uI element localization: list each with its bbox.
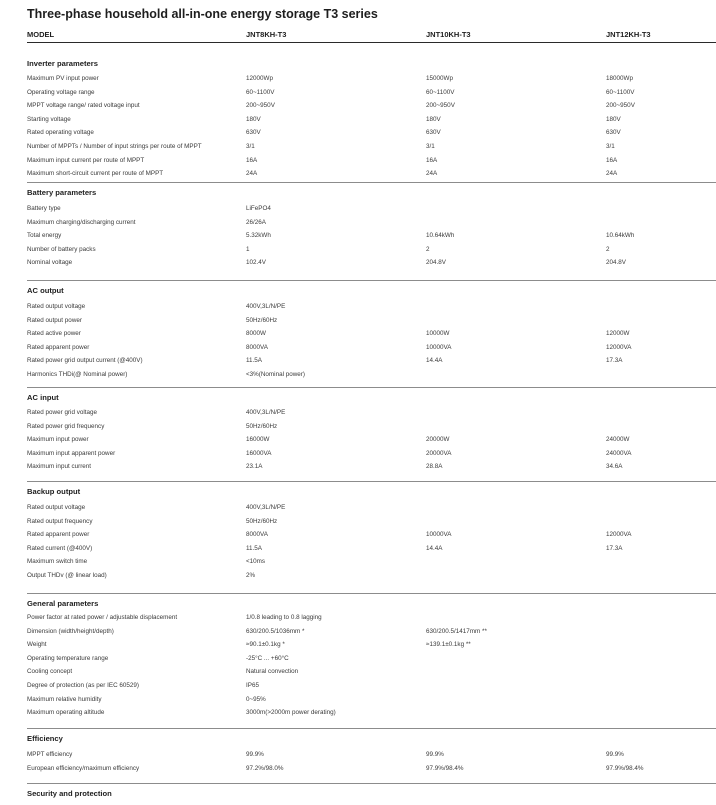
- row-value-jnt10kh-t3: 204.8V: [426, 259, 446, 267]
- row-label: Rated output frequency: [27, 517, 93, 525]
- row-value-jnt12kh-t3: 60~1100V: [606, 88, 635, 96]
- section-divider: [27, 593, 716, 594]
- row-value-jnt10kh-t3: 60~1100V: [426, 88, 455, 96]
- row-label: Maximum input power: [27, 436, 89, 444]
- row-label: Rated current (@400V): [27, 544, 93, 552]
- row-label: Output THDv (@ linear load): [27, 572, 107, 579]
- row-value-jnt8kh-t3: 11.5A: [246, 544, 262, 552]
- row-value-jnt12kh-t3: 12000VA: [606, 531, 632, 539]
- section-title-inverter-parameters: Inverter parameters: [27, 59, 98, 68]
- row-value-jnt12kh-t3: 10.64kWh: [606, 232, 635, 240]
- row-value-jnt8kh-t3: 630/200.5/1036mm *: [246, 627, 305, 635]
- row-label: MPPT voltage range/ rated voltage input: [27, 102, 140, 110]
- row-label: Weight: [27, 641, 47, 649]
- row-value-jnt8kh-t3: 24A: [246, 170, 258, 178]
- row-label: Maximum charging/discharging current: [27, 218, 136, 226]
- row-value-jnt12kh-t3: 99.9%: [606, 751, 624, 758]
- row-value-jnt8kh-t3: 50Hz/60Hz: [246, 422, 278, 430]
- row-label: Rated output voltage: [27, 303, 86, 310]
- row-value-jnt8kh-t3: 97.2%/98.0%: [246, 764, 284, 772]
- row-label: Number of battery packs: [27, 245, 96, 253]
- row-value-jnt12kh-t3: 17.3A: [606, 357, 623, 365]
- row-value-jnt12kh-t3: 24000VA: [606, 449, 632, 457]
- row-value-jnt12kh-t3: 18000Wp: [606, 75, 633, 82]
- section-title-efficiency: Efficiency: [27, 734, 63, 743]
- row-value-jnt8kh-t3: 0~95%: [246, 695, 266, 703]
- section-divider: [27, 280, 716, 281]
- model-header-jnt8kh: JNT8KH-T3: [246, 30, 287, 39]
- row-value-jnt10kh-t3: 10000W: [426, 330, 450, 338]
- row-value-jnt8kh-t3: 200~950V: [246, 102, 275, 110]
- row-value-jnt10kh-t3: 14.4A: [426, 357, 443, 365]
- row-label: Maximum input current per route of MPPT: [27, 156, 145, 164]
- section-divider: [27, 481, 716, 482]
- row-label: Power factor at rated power / adjustable displacement: [27, 614, 178, 621]
- row-value-jnt10kh-t3: 3/1: [426, 143, 435, 150]
- row-value-jnt8kh-t3: 60~1100V: [246, 88, 275, 96]
- row-label: Rated power grid frequency: [27, 422, 105, 430]
- row-label: Starting voltage: [27, 115, 71, 123]
- row-value-jnt10kh-t3: 99.9%: [426, 751, 444, 758]
- row-label: Rated active power: [27, 330, 81, 338]
- row-value-jnt8kh-t3: 50Hz/60Hz: [246, 316, 278, 324]
- row-value-jnt8kh-t3: 23.1A: [246, 463, 263, 471]
- row-value-jnt10kh-t3: 16A: [426, 156, 438, 164]
- row-value-jnt12kh-t3: 16A: [606, 156, 618, 164]
- row-value-jnt8kh-t3: 1: [246, 245, 250, 253]
- row-label: Rated apparent power: [27, 343, 90, 351]
- row-value-jnt8kh-t3: ≈90.1±0.1kg *: [246, 641, 285, 649]
- row-label: Rated apparent power: [27, 531, 90, 539]
- row-value-jnt8kh-t3: 400V,3L/N/PE: [246, 409, 286, 416]
- row-label: Cooling concept: [27, 668, 73, 676]
- row-value-jnt8kh-t3: 400V,3L/N/PE: [246, 504, 286, 511]
- row-value-jnt10kh-t3: 200~950V: [426, 102, 455, 110]
- row-value-jnt10kh-t3: 28.8A: [426, 463, 443, 471]
- section-title-ac-input: AC input: [27, 393, 59, 402]
- section-title-ac-output: AC output: [27, 286, 64, 295]
- row-label: Rated output power: [27, 316, 82, 324]
- row-value-jnt8kh-t3: 50Hz/60Hz: [246, 517, 278, 525]
- row-value-jnt8kh-t3: 2%: [246, 572, 256, 579]
- row-label: Maximum operating altitude: [27, 709, 105, 717]
- row-value-jnt8kh-t3: <3%(Nominal power): [246, 371, 305, 378]
- row-label: Degree of protection (as per IEC 60529): [27, 682, 140, 689]
- row-label: Battery type: [27, 205, 61, 212]
- row-label: Rated operating voltage: [27, 129, 94, 137]
- row-label: Total energy: [27, 232, 62, 240]
- section-title-general-parameters: General parameters: [27, 599, 99, 608]
- row-value-jnt8kh-t3: 12000Wp: [246, 75, 273, 82]
- row-value-jnt12kh-t3: 34.6A: [606, 463, 623, 471]
- row-label: Maximum PV input power: [27, 75, 99, 82]
- row-value-jnt10kh-t3: 15000Wp: [426, 75, 453, 82]
- row-value-jnt8kh-t3: -25°C ... +60°C: [246, 654, 289, 662]
- row-value-jnt10kh-t3: 630/200.5/1417mm **: [426, 627, 487, 635]
- header-divider: [27, 42, 716, 43]
- row-value-jnt8kh-t3: 11.5A: [246, 357, 262, 365]
- row-value-jnt10kh-t3: 97.9%/98.4%: [426, 764, 464, 772]
- row-value-jnt12kh-t3: 2: [606, 245, 610, 253]
- row-value-jnt8kh-t3: 26/26A: [246, 218, 266, 226]
- row-value-jnt10kh-t3: 10000VA: [426, 531, 452, 539]
- row-value-jnt12kh-t3: 24000W: [606, 436, 630, 444]
- row-label: European efficiency/maximum efficiency: [27, 764, 140, 772]
- row-value-jnt8kh-t3: 99.9%: [246, 751, 264, 758]
- row-value-jnt8kh-t3: 3/1: [246, 143, 255, 150]
- row-value-jnt12kh-t3: 17.3A: [606, 544, 623, 552]
- row-label: Operating temperature range: [27, 654, 109, 662]
- row-label: Rated power grid voltage: [27, 409, 98, 416]
- row-value-jnt8kh-t3: 8000VA: [246, 531, 268, 539]
- row-value-jnt12kh-t3: 180V: [606, 115, 621, 123]
- row-value-jnt8kh-t3: 180V: [246, 115, 261, 123]
- row-value-jnt10kh-t3: 10000VA: [426, 343, 452, 351]
- row-value-jnt12kh-t3: 97.9%/98.4%: [606, 764, 644, 772]
- row-value-jnt12kh-t3: 200~950V: [606, 102, 635, 110]
- row-label: Harmonics THDi(@ Nominal power): [27, 371, 128, 378]
- row-label: MPPT efficiency: [27, 751, 73, 758]
- row-label: Operating voltage range: [27, 88, 95, 96]
- row-value-jnt8kh-t3: 8000VA: [246, 343, 268, 351]
- row-value-jnt10kh-t3: 24A: [426, 170, 438, 178]
- row-value-jnt8kh-t3: IP65: [246, 682, 259, 689]
- section-divider: [27, 387, 716, 388]
- row-value-jnt10kh-t3: 20000W: [426, 436, 450, 444]
- row-value-jnt8kh-t3: 16A: [246, 156, 258, 164]
- row-label: Rated output voltage: [27, 504, 86, 511]
- row-value-jnt8kh-t3: 400V,3L/N/PE: [246, 303, 286, 310]
- row-value-jnt8kh-t3: 630V: [246, 129, 261, 137]
- row-value-jnt12kh-t3: 12000VA: [606, 343, 632, 351]
- row-value-jnt12kh-t3: 630V: [606, 129, 621, 137]
- row-value-jnt8kh-t3: 3000m(>2000m power derating): [246, 709, 336, 717]
- row-value-jnt8kh-t3: Natural convection: [246, 668, 299, 676]
- row-value-jnt8kh-t3: 5.32kWh: [246, 232, 271, 240]
- row-label: Nominal voltage: [27, 259, 73, 267]
- model-header-label: MODEL: [27, 30, 55, 39]
- row-label: Number of MPPTs / Number of input strings per route of MPPT: [27, 143, 202, 150]
- row-label: Maximum relative humidity: [27, 695, 102, 703]
- section-title-battery-parameters: Battery parameters: [27, 188, 97, 197]
- row-label: Rated power grid output current (@400V): [27, 357, 143, 365]
- row-value-jnt10kh-t3: 14.4A: [426, 544, 443, 552]
- row-value-jnt10kh-t3: 20000VA: [426, 449, 452, 457]
- row-value-jnt12kh-t3: 24A: [606, 170, 618, 178]
- row-value-jnt8kh-t3: <10ms: [246, 558, 266, 566]
- row-value-jnt12kh-t3: 3/1: [606, 143, 615, 150]
- section-divider: [27, 182, 716, 183]
- row-label: Maximum short-circuit current per route of MPPT: [27, 170, 164, 178]
- page-title: Three-phase household all-in-one energy storage T3 series: [27, 7, 378, 21]
- row-value-jnt10kh-t3: 180V: [426, 115, 441, 123]
- row-value-jnt8kh-t3: 16000VA: [246, 449, 272, 457]
- row-value-jnt8kh-t3: 1/0.8 leading to 0.8 lagging: [246, 614, 322, 621]
- row-value-jnt8kh-t3: 102.4V: [246, 259, 266, 267]
- row-value-jnt12kh-t3: 12000W: [606, 330, 630, 338]
- row-value-jnt10kh-t3: 10.64kWh: [426, 232, 455, 240]
- section-divider: [27, 783, 716, 784]
- section-title-security-and-protection: Security and protection: [27, 789, 112, 798]
- row-label: Maximum input current: [27, 463, 92, 471]
- row-label: Maximum input apparent power: [27, 449, 116, 457]
- row-value-jnt10kh-t3: 2: [426, 245, 430, 253]
- section-title-backup-output: Backup output: [27, 487, 81, 496]
- model-header-jnt12kh: JNT12KH-T3: [606, 30, 651, 39]
- section-divider: [27, 728, 716, 729]
- row-value-jnt8kh-t3: LiFePO4: [246, 205, 271, 212]
- row-value-jnt12kh-t3: 204.8V: [606, 259, 626, 267]
- row-value-jnt8kh-t3: 8000W: [246, 330, 266, 338]
- row-label: Maximum switch time: [27, 558, 88, 566]
- row-label: Dimension (width/height/depth): [27, 627, 114, 635]
- row-value-jnt10kh-t3: ≈139.1±0.1kg **: [426, 641, 471, 649]
- model-header-jnt10kh: JNT10KH-T3: [426, 30, 471, 39]
- row-value-jnt8kh-t3: 16000W: [246, 436, 270, 444]
- row-value-jnt10kh-t3: 630V: [426, 129, 441, 137]
